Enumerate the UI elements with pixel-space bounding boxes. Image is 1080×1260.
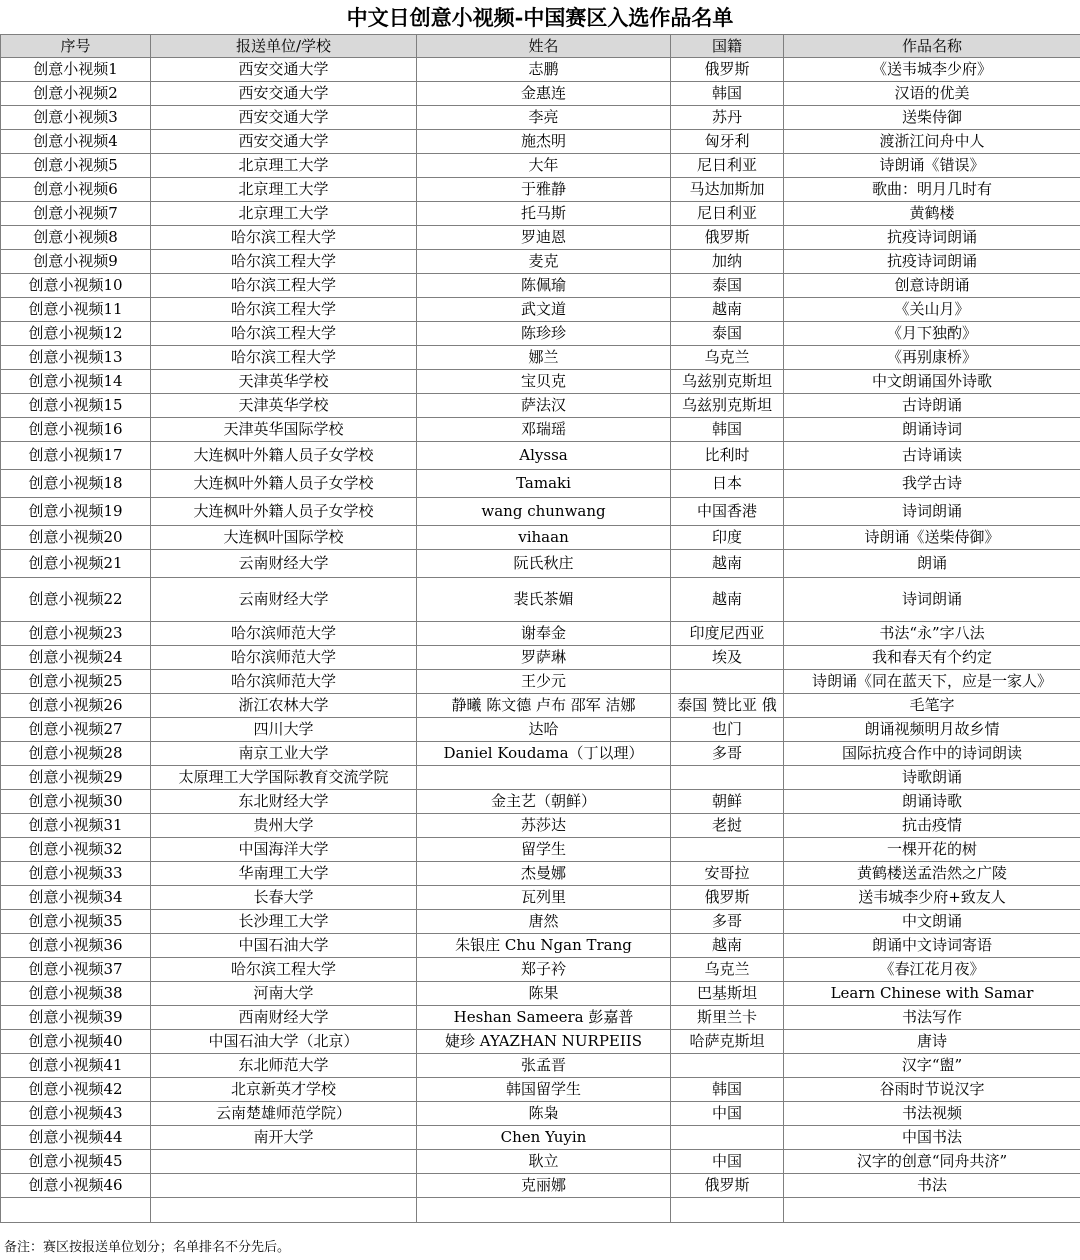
table-row — [1, 886, 1080, 910]
table-row — [1, 766, 1080, 790]
table-cell: 抗疫诗词朗诵 — [784, 250, 1080, 274]
table-cell: 东北财经大学 — [151, 790, 417, 814]
empty-cell — [1, 1198, 151, 1223]
table-cell: 朗诵诗歌 — [784, 790, 1080, 814]
table-cell — [671, 766, 784, 790]
table-cell: 创意小视频45 — [1, 1150, 151, 1174]
table-cell: 创意小视频46 — [1, 1174, 151, 1198]
table-cell: 萨法汉 — [417, 394, 671, 418]
table-cell: 西安交通大学 — [151, 82, 417, 106]
table-cell: 西安交通大学 — [151, 58, 417, 82]
table-cell: 中国书法 — [784, 1126, 1080, 1150]
table-cell: 创意小视频11 — [1, 298, 151, 322]
table-cell: 罗迪恩 — [417, 226, 671, 250]
table-row — [1, 1054, 1080, 1078]
table-cell: 哈尔滨师范大学 — [151, 670, 417, 694]
table-row — [1, 910, 1080, 934]
table-cell: 哈尔滨师范大学 — [151, 646, 417, 670]
table-row — [1, 1030, 1080, 1054]
table-cell: 中国香港 — [671, 498, 784, 526]
table-cell: 泰国 — [671, 274, 784, 298]
table-cell: 大连枫叶国际学校 — [151, 526, 417, 550]
table-cell: 创意小视频21 — [1, 550, 151, 578]
table-cell: 尼日利亚 — [671, 202, 784, 226]
table-cell: wang chunwang — [417, 498, 671, 526]
table-row — [1, 106, 1080, 130]
table-cell: 也门 — [671, 718, 784, 742]
empty-cell — [671, 1198, 784, 1223]
table-cell: 尼日利亚 — [671, 154, 784, 178]
table-cell: 乌兹别克斯坦 — [671, 394, 784, 418]
table-cell: 创意小视频30 — [1, 790, 151, 814]
table-row — [1, 578, 1080, 622]
table-cell: Heshan Sameera 彭嘉普 — [417, 1006, 671, 1030]
table-cell: 谷雨时节说汉字 — [784, 1078, 1080, 1102]
table-row — [1, 394, 1080, 418]
table-cell: 陈珍珍 — [417, 322, 671, 346]
table-cell: 创意小视频39 — [1, 1006, 151, 1030]
table-cell: 杰曼娜 — [417, 862, 671, 886]
table-row — [1, 418, 1080, 442]
table-cell: 古诗诵读 — [784, 442, 1080, 470]
table-cell: 巴基斯坦 — [671, 982, 784, 1006]
table-cell: 加纳 — [671, 250, 784, 274]
table-row — [1, 790, 1080, 814]
table-cell: 俄罗斯 — [671, 226, 784, 250]
table-cell: 多哥 — [671, 742, 784, 766]
column-header: 国籍 — [671, 35, 784, 58]
table-row — [1, 442, 1080, 470]
table-cell: 汉字的创意“同舟共济” — [784, 1150, 1080, 1174]
table-cell: 创意小视频32 — [1, 838, 151, 862]
table-cell: 婕珍 AYAZHAN NURPEIIS — [417, 1030, 671, 1054]
table-row — [1, 1078, 1080, 1102]
table-cell: 创意小视频34 — [1, 886, 151, 910]
table-cell: 贵州大学 — [151, 814, 417, 838]
table-cell: 歌曲：明月几时有 — [784, 178, 1080, 202]
table-cell: 创意小视频36 — [1, 934, 151, 958]
table-row — [1, 1150, 1080, 1174]
table-cell: 罗萨琳 — [417, 646, 671, 670]
table-cell: 埃及 — [671, 646, 784, 670]
table-cell: 谢奉金 — [417, 622, 671, 646]
table-row — [1, 58, 1080, 82]
table-cell: 苏莎达 — [417, 814, 671, 838]
table-cell: 抗疫诗词朗诵 — [784, 226, 1080, 250]
table-header — [1, 35, 1080, 58]
table-cell: 华南理工大学 — [151, 862, 417, 886]
empty-row — [1, 1198, 1080, 1223]
table-cell: 创意小视频29 — [1, 766, 151, 790]
table-cell: 创意小视频42 — [1, 1078, 151, 1102]
table-cell: 创意小视频10 — [1, 274, 151, 298]
table-cell: 安哥拉 — [671, 862, 784, 886]
table-cell: 创意小视频8 — [1, 226, 151, 250]
table-cell: 韩国 — [671, 418, 784, 442]
table-cell: 北京理工大学 — [151, 178, 417, 202]
table-cell: 武文道 — [417, 298, 671, 322]
table-cell: Tamaki — [417, 470, 671, 498]
table-cell: 创意小视频3 — [1, 106, 151, 130]
table-row — [1, 470, 1080, 498]
table-row — [1, 718, 1080, 742]
table-cell: 哈尔滨工程大学 — [151, 346, 417, 370]
table-cell: 创意小视频12 — [1, 322, 151, 346]
table-cell: 汉字“盥” — [784, 1054, 1080, 1078]
table-cell: 邓瑞瑶 — [417, 418, 671, 442]
table-cell: 西南财经大学 — [151, 1006, 417, 1030]
empty-cell — [151, 1198, 417, 1223]
table-cell: 哈萨克斯坦 — [671, 1030, 784, 1054]
table-row — [1, 838, 1080, 862]
table-row — [1, 982, 1080, 1006]
table-cell: 国际抗疫合作中的诗词朗读 — [784, 742, 1080, 766]
table-cell: 哈尔滨工程大学 — [151, 958, 417, 982]
table-row — [1, 250, 1080, 274]
table-cell: 云南财经大学 — [151, 550, 417, 578]
table-cell: 创意小视频43 — [1, 1102, 151, 1126]
table-cell: 送韦城李少府+致友人 — [784, 886, 1080, 910]
table-cell: 汉语的优美 — [784, 82, 1080, 106]
table-cell: 中文朗诵国外诗歌 — [784, 370, 1080, 394]
table-cell: 哈尔滨工程大学 — [151, 298, 417, 322]
table-cell: 创意小视频41 — [1, 1054, 151, 1078]
table-cell: 创意小视频23 — [1, 622, 151, 646]
table-cell: 哈尔滨工程大学 — [151, 274, 417, 298]
table-cell — [417, 766, 671, 790]
table-cell: 唐然 — [417, 910, 671, 934]
table-cell: 创意小视频17 — [1, 442, 151, 470]
table-cell: 朗诵视频明月故乡情 — [784, 718, 1080, 742]
table-cell: 长春大学 — [151, 886, 417, 910]
table-cell: 大连枫叶外籍人员子女学校 — [151, 498, 417, 526]
table-row — [1, 742, 1080, 766]
table-cell: 大年 — [417, 154, 671, 178]
table-cell — [671, 838, 784, 862]
table-cell: 裴氏茶媚 — [417, 578, 671, 622]
table-cell: 送柴侍御 — [784, 106, 1080, 130]
table-cell: 苏丹 — [671, 106, 784, 130]
table-cell: 中国 — [671, 1102, 784, 1126]
table-cell: 书法“永”字八法 — [784, 622, 1080, 646]
table-cell: 斯里兰卡 — [671, 1006, 784, 1030]
table-cell: 书法 — [784, 1174, 1080, 1198]
table-cell: 宝贝克 — [417, 370, 671, 394]
table-cell: 唐诗 — [784, 1030, 1080, 1054]
table-cell: 张孟晋 — [417, 1054, 671, 1078]
table-cell: 创意小视频1 — [1, 58, 151, 82]
table-row — [1, 862, 1080, 886]
table-cell: 比利时 — [671, 442, 784, 470]
table-cell: 韩国留学生 — [417, 1078, 671, 1102]
table-row — [1, 370, 1080, 394]
table-cell: 创意小视频25 — [1, 670, 151, 694]
table-row — [1, 1126, 1080, 1150]
table-cell: 朗诵诗词 — [784, 418, 1080, 442]
table-body — [1, 58, 1080, 1223]
table-cell: 乌克兰 — [671, 346, 784, 370]
table-row — [1, 202, 1080, 226]
table-cell — [671, 1126, 784, 1150]
table-cell: 创意小视频40 — [1, 1030, 151, 1054]
table-cell: 云南财经大学 — [151, 578, 417, 622]
table-cell: 南京工业大学 — [151, 742, 417, 766]
table-cell: 泰国 — [671, 322, 784, 346]
table-cell: 王少元 — [417, 670, 671, 694]
table-cell: 大连枫叶外籍人员子女学校 — [151, 470, 417, 498]
table-cell: 书法视频 — [784, 1102, 1080, 1126]
table-row — [1, 550, 1080, 578]
table-cell: 金惠连 — [417, 82, 671, 106]
table-cell: 马达加斯加 — [671, 178, 784, 202]
table-cell: 河南大学 — [151, 982, 417, 1006]
table-cell: 创意小视频24 — [1, 646, 151, 670]
table-cell: 诗朗诵《送柴侍御》 — [784, 526, 1080, 550]
table-cell: 创意小视频5 — [1, 154, 151, 178]
table-cell: 乌兹别克斯坦 — [671, 370, 784, 394]
column-header: 序号 — [1, 35, 151, 58]
table-cell: 瓦列里 — [417, 886, 671, 910]
table-cell: 创意小视频13 — [1, 346, 151, 370]
column-header: 报送单位/学校 — [151, 35, 417, 58]
table-cell: 创意小视频44 — [1, 1126, 151, 1150]
table-row — [1, 322, 1080, 346]
table-cell: 诗词朗诵 — [784, 498, 1080, 526]
table-cell: 《月下独酌》 — [784, 322, 1080, 346]
table-cell: 长沙理工大学 — [151, 910, 417, 934]
table-cell: 创意小视频6 — [1, 178, 151, 202]
table-cell — [671, 670, 784, 694]
table-cell: 诗朗诵《错误》 — [784, 154, 1080, 178]
table-row — [1, 130, 1080, 154]
table-cell: 麦克 — [417, 250, 671, 274]
table-cell: 俄罗斯 — [671, 58, 784, 82]
table-cell: 哈尔滨工程大学 — [151, 250, 417, 274]
table-cell: 郑子衿 — [417, 958, 671, 982]
table-cell: 中国石油大学 — [151, 934, 417, 958]
table-cell: 陈枭 — [417, 1102, 671, 1126]
table-row — [1, 178, 1080, 202]
table-cell: 陈果 — [417, 982, 671, 1006]
table-row — [1, 694, 1080, 718]
table-cell: 书法写作 — [784, 1006, 1080, 1030]
table-row — [1, 934, 1080, 958]
table-cell: 大连枫叶外籍人员子女学校 — [151, 442, 417, 470]
table-cell: 创意小视频28 — [1, 742, 151, 766]
table-cell: 《再别康桥》 — [784, 346, 1080, 370]
table-row — [1, 274, 1080, 298]
column-header: 作品名称 — [784, 35, 1080, 58]
table-cell: 创意小视频7 — [1, 202, 151, 226]
table-cell: 一棵开花的树 — [784, 838, 1080, 862]
table-cell: 哈尔滨师范大学 — [151, 622, 417, 646]
table-cell: 创意小视频20 — [1, 526, 151, 550]
table-cell: Chen Yuyin — [417, 1126, 671, 1150]
table-cell: 创意小视频4 — [1, 130, 151, 154]
table-cell: 创意小视频37 — [1, 958, 151, 982]
table-cell: 中文朗诵 — [784, 910, 1080, 934]
table-cell: 我和春天有个约定 — [784, 646, 1080, 670]
table-cell: 云南楚雄师范学院） — [151, 1102, 417, 1126]
table-cell: 阮氏秋庄 — [417, 550, 671, 578]
table-cell: 天津英华国际学校 — [151, 418, 417, 442]
table-row — [1, 226, 1080, 250]
table-cell: 耿立 — [417, 1150, 671, 1174]
table-cell: 浙江农林大学 — [151, 694, 417, 718]
table-cell: 泰国 赞比亚 俄 — [671, 694, 784, 718]
table-cell: 匈牙利 — [671, 130, 784, 154]
table-cell: 哈尔滨工程大学 — [151, 226, 417, 250]
table-row — [1, 1006, 1080, 1030]
table-cell: 朝鲜 — [671, 790, 784, 814]
table-cell: 创意小视频2 — [1, 82, 151, 106]
table-cell: 创意小视频27 — [1, 718, 151, 742]
table-cell: 北京理工大学 — [151, 202, 417, 226]
table-cell: 黄鹤楼送孟浩然之广陵 — [784, 862, 1080, 886]
table-cell: 中国石油大学（北京） — [151, 1030, 417, 1054]
table-cell — [151, 1174, 417, 1198]
table-cell: 《春江花月夜》 — [784, 958, 1080, 982]
table-cell: 老挝 — [671, 814, 784, 838]
table-row — [1, 646, 1080, 670]
table-cell: 创意小视频22 — [1, 578, 151, 622]
table-cell: 达哈 — [417, 718, 671, 742]
empty-cell — [417, 1198, 671, 1223]
empty-cell — [784, 1198, 1080, 1223]
table-cell: 哈尔滨工程大学 — [151, 322, 417, 346]
table-row — [1, 958, 1080, 982]
table-cell: 北京理工大学 — [151, 154, 417, 178]
table-cell: 创意小视频9 — [1, 250, 151, 274]
table-cell: 《送韦城李少府》 — [784, 58, 1080, 82]
table-row — [1, 82, 1080, 106]
table-cell: 韩国 — [671, 1078, 784, 1102]
table-cell: 朱银庄 Chu Ngan Trang — [417, 934, 671, 958]
table-cell: 施杰明 — [417, 130, 671, 154]
table-cell: Daniel Koudama（丁以理） — [417, 742, 671, 766]
table-cell: 创意诗朗诵 — [784, 274, 1080, 298]
table-cell: 创意小视频38 — [1, 982, 151, 1006]
table-cell: 乌克兰 — [671, 958, 784, 982]
table-cell: 中国海洋大学 — [151, 838, 417, 862]
table-cell: vihaan — [417, 526, 671, 550]
table-row — [1, 298, 1080, 322]
table-cell: 越南 — [671, 298, 784, 322]
table-cell: 北京新英才学校 — [151, 1078, 417, 1102]
table-cell: 四川大学 — [151, 718, 417, 742]
table-cell: 诗歌朗诵 — [784, 766, 1080, 790]
table-cell: 日本 — [671, 470, 784, 498]
table-cell: 创意小视频33 — [1, 862, 151, 886]
table-cell: Learn Chinese with Samar — [784, 982, 1080, 1006]
page-title: 中文日创意小视频-中国赛区入选作品名单 — [346, 5, 734, 30]
table-row — [1, 814, 1080, 838]
table-cell: 俄罗斯 — [671, 886, 784, 910]
entries-table — [0, 34, 1080, 1223]
header-row — [1, 35, 1080, 58]
table-cell: 越南 — [671, 934, 784, 958]
table-cell: 天津英华学校 — [151, 394, 417, 418]
table-cell: 印度尼西亚 — [671, 622, 784, 646]
table-cell: 俄罗斯 — [671, 1174, 784, 1198]
table-cell: Alyssa — [417, 442, 671, 470]
table-cell: 创意小视频14 — [1, 370, 151, 394]
table-row — [1, 346, 1080, 370]
table-cell: 诗词朗诵 — [784, 578, 1080, 622]
table-cell: 毛笔字 — [784, 694, 1080, 718]
table-row — [1, 670, 1080, 694]
table-cell: 陈佩瑜 — [417, 274, 671, 298]
table-row — [1, 622, 1080, 646]
table-cell: 静曦 陈文德 卢布 邵军 洁娜 — [417, 694, 671, 718]
table-row — [1, 1102, 1080, 1126]
footnote: 备注：赛区按报送单位划分；名单排名不分先后。 — [4, 1240, 291, 1255]
table-row — [1, 526, 1080, 550]
table-cell: 越南 — [671, 550, 784, 578]
table-cell: 创意小视频35 — [1, 910, 151, 934]
table-cell: 越南 — [671, 578, 784, 622]
table-cell: 托马斯 — [417, 202, 671, 226]
table-cell: 渡浙江问舟中人 — [784, 130, 1080, 154]
table-cell: 留学生 — [417, 838, 671, 862]
table-cell: 太原理工大学国际教育交流学院 — [151, 766, 417, 790]
table-cell: 创意小视频18 — [1, 470, 151, 498]
table-cell: 朗诵 — [784, 550, 1080, 578]
table-cell: 朗诵中文诗词寄语 — [784, 934, 1080, 958]
table-cell: 南开大学 — [151, 1126, 417, 1150]
table-cell: 克丽娜 — [417, 1174, 671, 1198]
table-cell: 创意小视频19 — [1, 498, 151, 526]
table-cell: 中国 — [671, 1150, 784, 1174]
table-cell: 我学古诗 — [784, 470, 1080, 498]
table-row — [1, 154, 1080, 178]
table-cell: 印度 — [671, 526, 784, 550]
table-cell: 娜兰 — [417, 346, 671, 370]
table-cell — [151, 1150, 417, 1174]
table-cell: 多哥 — [671, 910, 784, 934]
table-row — [1, 1174, 1080, 1198]
table-cell: 韩国 — [671, 82, 784, 106]
table-cell: 志鹏 — [417, 58, 671, 82]
table-cell: 创意小视频26 — [1, 694, 151, 718]
table-row — [1, 498, 1080, 526]
table-cell: 创意小视频31 — [1, 814, 151, 838]
table-cell: 诗朗诵《同在蓝天下，应是一家人》 — [784, 670, 1080, 694]
table-cell: 西安交通大学 — [151, 130, 417, 154]
table-cell: 于雅静 — [417, 178, 671, 202]
table-cell — [671, 1054, 784, 1078]
table-cell: 天津英华学校 — [151, 370, 417, 394]
table-cell: 抗击疫情 — [784, 814, 1080, 838]
table-cell: 创意小视频15 — [1, 394, 151, 418]
table-cell: 李亮 — [417, 106, 671, 130]
table-cell: 西安交通大学 — [151, 106, 417, 130]
table-cell: 黄鹤楼 — [784, 202, 1080, 226]
table-cell: 古诗朗诵 — [784, 394, 1080, 418]
table-cell: 《关山月》 — [784, 298, 1080, 322]
table-cell: 金主艺（朝鲜） — [417, 790, 671, 814]
table-cell: 创意小视频16 — [1, 418, 151, 442]
column-header: 姓名 — [417, 35, 671, 58]
table-cell: 东北师范大学 — [151, 1054, 417, 1078]
